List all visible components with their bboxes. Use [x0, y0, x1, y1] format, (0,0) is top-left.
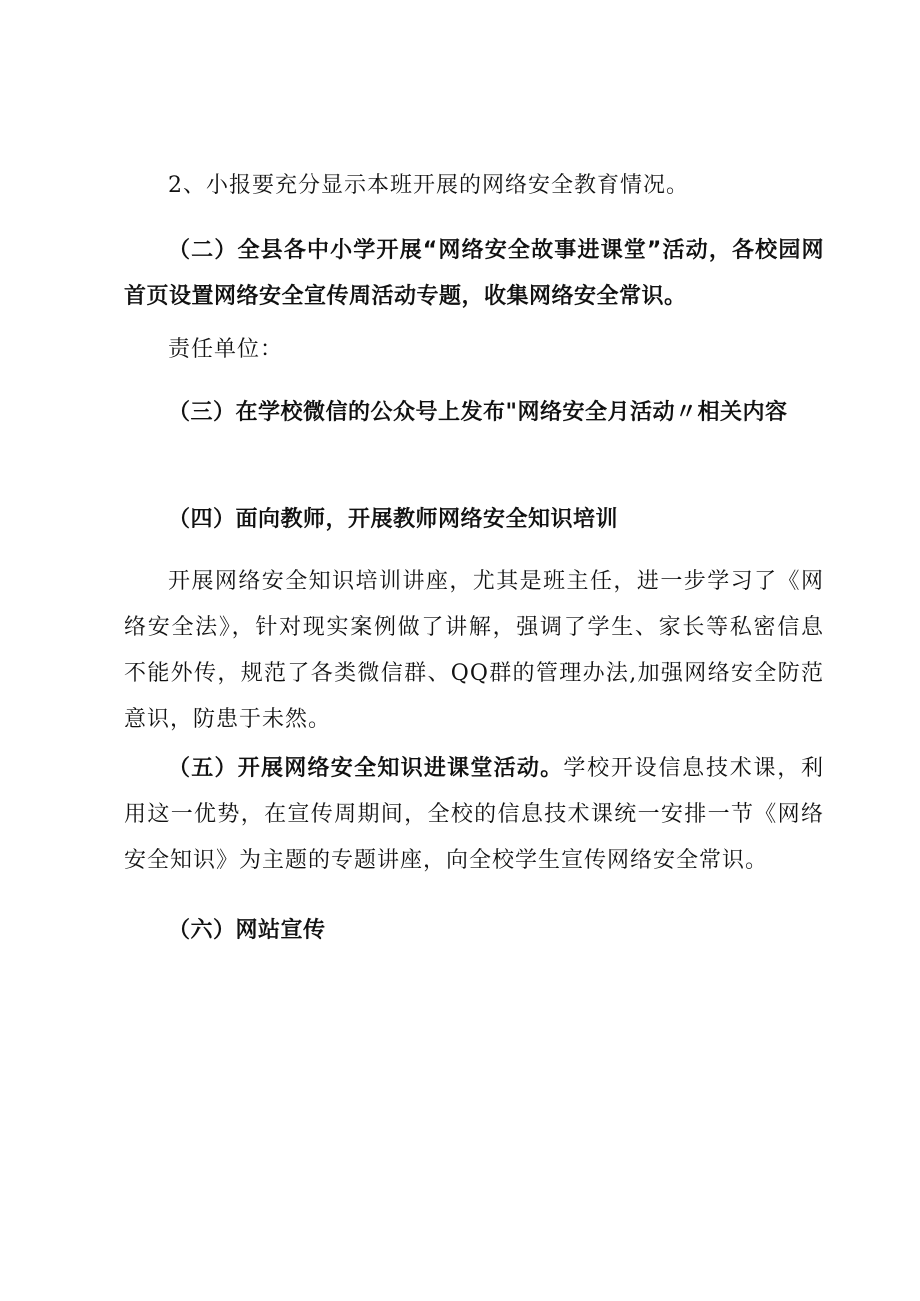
heading-story-into-classroom: （二）全县各中小学开展“网络安全故事进课堂”活动，各校园网首页设置网络安全宣传周活动专题，收集网络安全常识。: [124, 238, 824, 309]
classroom-activity-text: 学校开设信息技术课，利用这一优势，在宣传周期间，全校的信息技术课统一安排一节《网络安全知识》为主题的专题讲座，向全校学生宣传网络安全常识。: [124, 756, 824, 873]
paragraph-responsible-unit: 责任单位：: [168, 337, 284, 362]
heading-wechat-publication: （三）在学校微信的公众号上发布"网络安全月活动〃相关内容: [168, 400, 788, 425]
heading-teacher-training: （四）面向教师，开展教师网络安全知识培训: [168, 507, 619, 532]
paragraph-newspaper-requirement: 2、小报要充分显示本班开展的网络安全教育情况。: [168, 173, 689, 198]
heading-website-publicity: （六）网站宣传: [168, 918, 326, 943]
heading-classroom-activity: （五）开展网络安全知识进课堂活动。: [168, 756, 564, 781]
paragraph-classroom-activity: [124, 746, 824, 884]
paragraph-training-details: 开展网络安全知识培训讲座，尤其是班主任，进一步学习了《网络安全法》，针对现实案例做了讲解，强调了学生、家长等私密信息不能外传，规范了各类微信群、QQ群的管理办法,加强网络安全防范意识，防患于未然。: [124, 569, 824, 732]
